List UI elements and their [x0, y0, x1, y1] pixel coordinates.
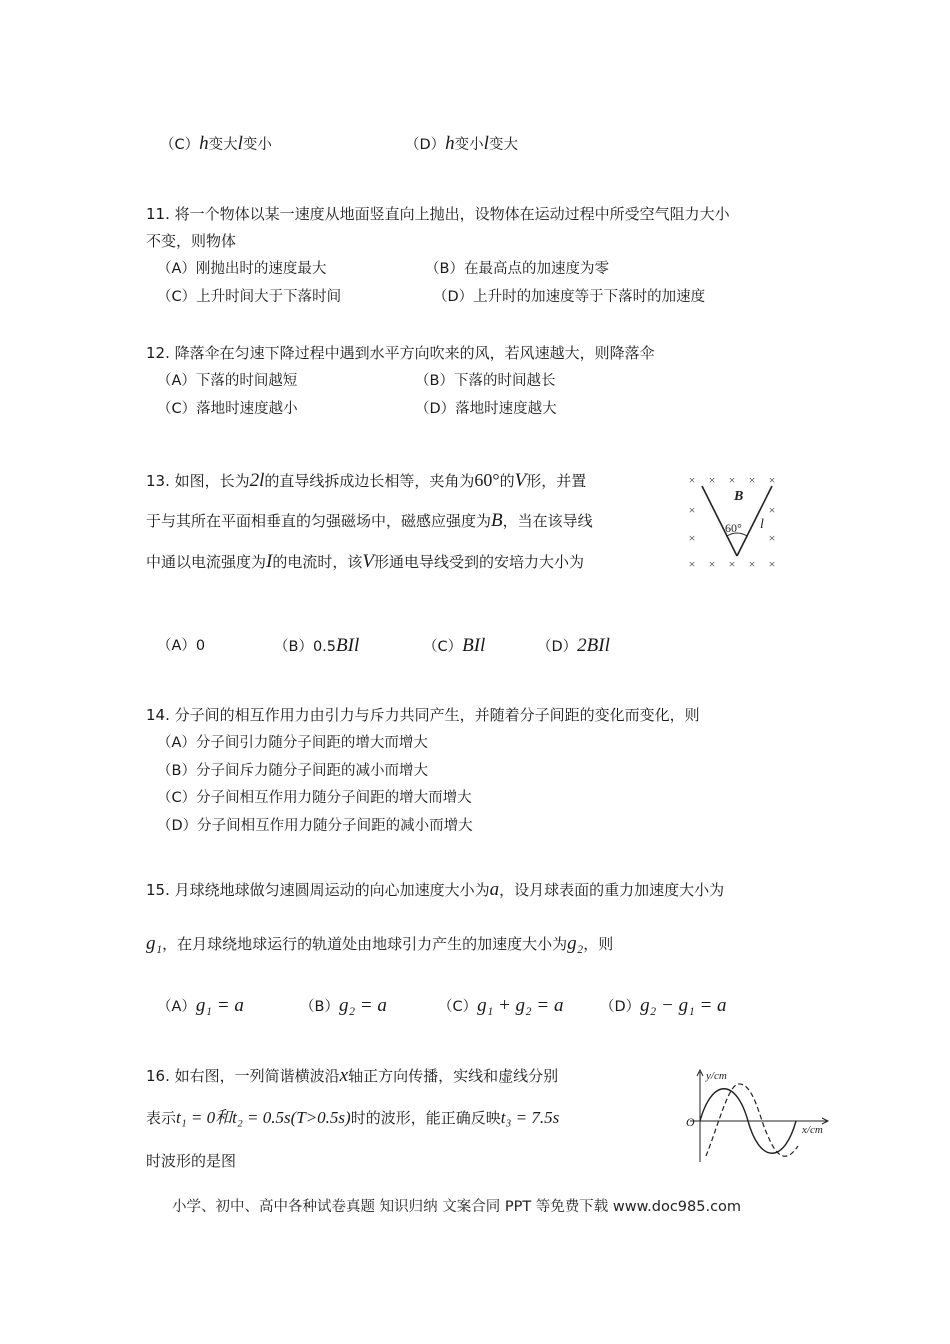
q15-option-c: （C）g₁ + g₂ = a — [438, 995, 564, 1016]
b-label: B — [734, 489, 744, 504]
q16-stem-line1: 16. 如右图，一列简谐横波沿x轴正方向传播，实线和虚线分别 — [146, 1065, 559, 1086]
q12-stem: 12. 降落伞在匀速下降过程中遇到水平方向吹来的风，若风速越大，则降落伞 — [146, 344, 655, 362]
q11-option-d: （D）上升时的加速度等于下落时的加速度 — [433, 289, 706, 305]
cross-mark: × — [708, 473, 716, 487]
q12-option-c: （C）落地时速度越小 — [157, 401, 298, 417]
q13-stem-line3: 中通以电流强度为I的电流时，该V形通电导线受到的安培力大小为 — [146, 551, 584, 572]
cross-mark: × — [768, 557, 776, 571]
cross-mark: × — [768, 473, 776, 487]
q15-option-a: （A）g₁ = a — [157, 995, 244, 1016]
q15-stem-line1: 15. 月球绕地球做匀速圆周运动的向心加速度大小为a，设月球表面的重力加速度大小为 — [146, 879, 725, 900]
q11-option-a: （A）刚抛出时的速度最大 — [157, 261, 327, 277]
q13-stem-line1: 13. 如图，长为2l的直导线拆成边长相等，夹角为60°的V形，并置 — [146, 470, 587, 491]
q14-option-b: （B）分子间斥力随分子间距的减小而增大 — [157, 763, 428, 779]
q15-option-d: （D）g₂ − g₁ = a — [600, 995, 727, 1016]
q16-wave-figure — [678, 1066, 842, 1164]
q16-stem-line3: 时波形的是图 — [146, 1152, 237, 1170]
y-axis-label: y/cm — [706, 1070, 727, 1082]
q14-stem: 14. 分子间的相互作用力由引力与斥力共同产生，并随着分子间距的变化而变化，则 — [146, 706, 700, 724]
q14-option-c: （C）分子间相互作用力随分子间距的增大而增大 — [157, 790, 472, 806]
q11-option-b: （B）在最高点的加速度为零 — [425, 261, 609, 277]
angle-label: 60° — [725, 521, 742, 535]
q15-option-b: （B）g₂ = a — [300, 995, 387, 1016]
cross-mark: × — [728, 473, 736, 487]
q15-stem-line2: g₁，在月球绕地球运行的轨道处由地球引力产生的加速度大小为g₂，则 — [146, 933, 614, 954]
q12-option-b: （B）下落的时间越长 — [415, 373, 556, 389]
q13-option-b: （B）0.5BIl — [274, 635, 360, 656]
cross-mark: × — [768, 503, 776, 517]
q12-option-a: （A）下落的时间越短 — [157, 373, 298, 389]
q13-option-d: （D）2BIl — [537, 635, 610, 656]
q13-stem-line2: 于与其所在平面相垂直的匀强磁场中，磁感应强度为B，当在该导线 — [146, 510, 593, 531]
q14-option-a: （A）分子间引力随分子间距的增大而增大 — [157, 735, 428, 751]
q13-option-c: （C）BIl — [423, 635, 486, 656]
q12-option-d: （D）落地时速度越大 — [415, 401, 557, 417]
q11-stem-line2: 不变，则物体 — [146, 232, 237, 250]
cross-mark: × — [748, 557, 756, 571]
q11-option-c: （C）上升时间大于下落时间 — [157, 289, 342, 305]
cross-mark: × — [688, 503, 696, 517]
cross-mark: × — [688, 473, 696, 487]
cross-mark: × — [748, 473, 756, 487]
q10-option-d: （D）h变小l变大 — [405, 133, 518, 154]
cross-mark: × — [768, 531, 776, 545]
cross-mark: × — [728, 557, 736, 571]
q16-stem-line2: 表示t₁ = 0和t₂ = 0.5s(T>0.5s)时的波形，能正确反映t₃ = 7.5s — [146, 1108, 560, 1127]
q13-magnetic-field-figure — [680, 470, 795, 575]
x-axis-label: x/cm — [802, 1124, 823, 1136]
origin-label: O — [686, 1115, 695, 1129]
q10-option-c: （C）h变大l变小 — [160, 133, 272, 154]
q13-option-a: （A）0 — [157, 638, 206, 654]
cross-mark: × — [688, 557, 696, 571]
q11-stem-line1: 11. 将一个物体以某一速度从地面竖直向上抛出，设物体在运动过程中所受空气阻力大小 — [146, 205, 730, 223]
l-label: l — [760, 517, 764, 532]
q14-option-d: （D）分子间相互作用力随分子间距的减小而增大 — [157, 818, 473, 834]
page-footer: 小学、初中、高中各种试卷真题 知识归纳 文案合同 PPT 等免费下载 www.doc985.com — [172, 1199, 742, 1215]
cross-mark: × — [688, 531, 696, 545]
cross-mark: × — [708, 557, 716, 571]
